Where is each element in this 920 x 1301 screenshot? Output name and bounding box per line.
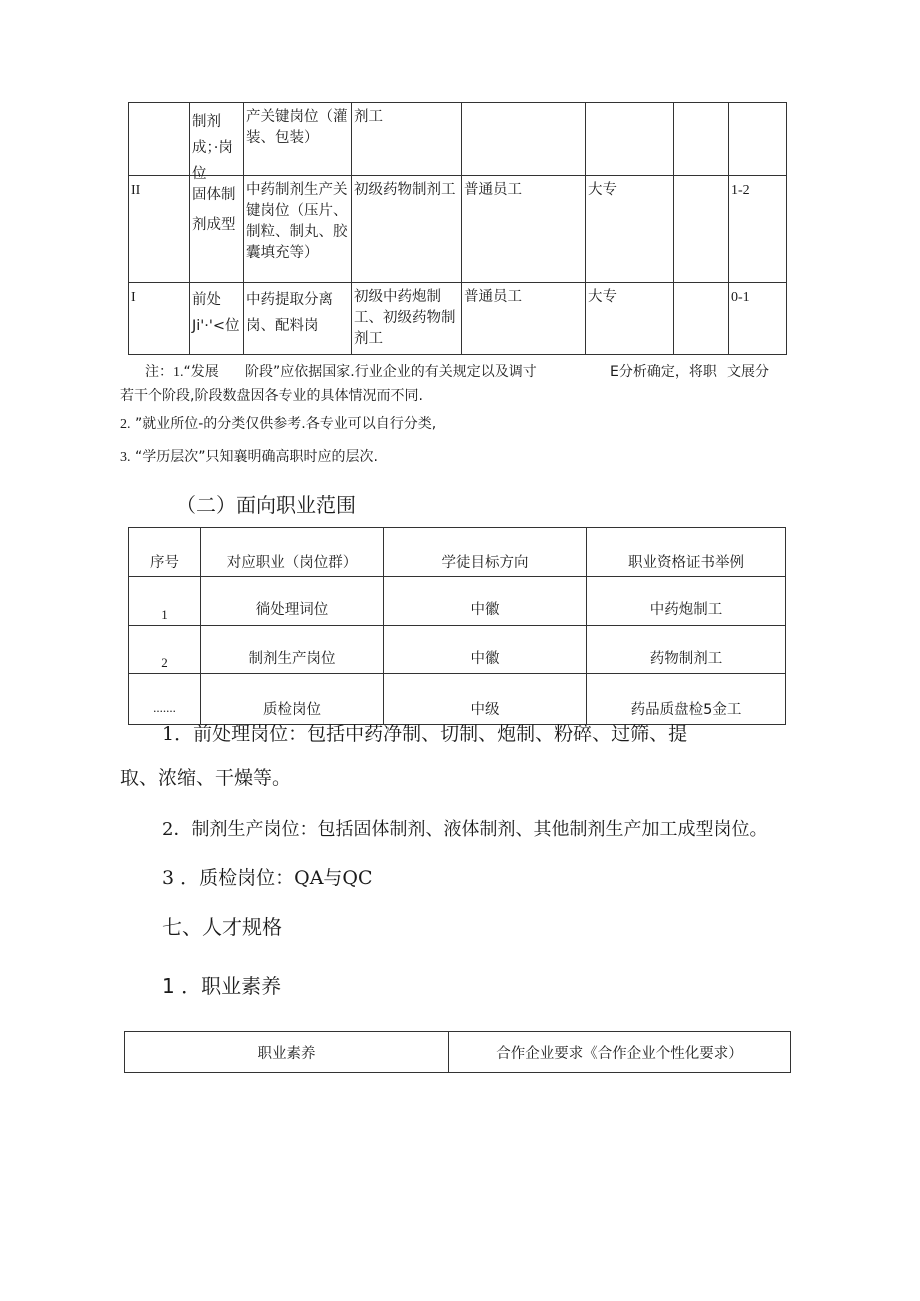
table-row (129, 176, 787, 283)
title-cell: 普通员工 (462, 283, 586, 355)
paragraph-2: 2．制剂生产岗位：包括固体制剂、液体制剂、其他制剂生产加工成型岗位。 (162, 819, 768, 840)
field-cell: 前处Ji'·'<位 (190, 283, 244, 355)
note-1-fragment-c: E分析确定，将职 (610, 364, 717, 380)
education-cell: 大专 (586, 176, 674, 283)
certificate-cell: 初级药物制剂工 (352, 176, 462, 283)
stage-level-cell: I (129, 283, 190, 355)
row-index: ....... (129, 674, 201, 725)
row-direction: 中徽 (384, 626, 587, 674)
header-direction: 学徒目标方向 (384, 528, 587, 577)
row-index: 1 (129, 577, 201, 626)
row-certificate: 药物制剂工 (587, 626, 786, 674)
education-cell (586, 103, 674, 176)
note-1-line-2: 若干个阶段,阶段数盘因各专业的具体情况而不同. (120, 388, 423, 404)
table-row (129, 283, 787, 355)
row-certificate: 中药炮制工 (587, 577, 786, 626)
row-index: 2 (129, 626, 201, 674)
table-row (129, 577, 786, 626)
field-cell: 固体制剂成型 (190, 176, 244, 283)
row-direction: 中徽 (384, 577, 587, 626)
note-2: 2. ”就业所位-的分类仅供参考.各专业可以自行分类, (120, 416, 437, 432)
extra-cell (674, 283, 729, 355)
paragraph-1-line-2: 取、浓缩、干燥等。 (120, 767, 292, 789)
table-header-row (125, 1032, 791, 1073)
row-occupation: 徜处理词位 (201, 577, 384, 626)
paragraph-3: 3 ．质检岗位：QA与QC (162, 867, 373, 889)
section-heading-scope: （二）面向职业范围 (176, 493, 356, 517)
header-occupation: 对应职业（岗位群） (201, 528, 384, 577)
note-1-fragment-b: 阶段”应依据国家.行业企业的有关规定以及调寸 (245, 364, 537, 380)
note-1-fragment-d: 文展分 (727, 364, 769, 380)
positions-cell: 中药制剂生产关键岗位（压片、制粒、制丸、胶囊填充等） (244, 176, 352, 283)
subsection-heading-literacy: 1 ．职业素养 (162, 974, 282, 998)
paragraph-1-line-1: 1．前处理岗位：包括中药净制、切制、炮制、粉碎、过筛、提 (162, 723, 688, 745)
header-literacy: 职业素养 (125, 1032, 449, 1073)
header-enterprise-requirement: 合作企业要求《合作企业个性化要求） (449, 1032, 791, 1073)
count-cell: 1-2 (729, 176, 787, 283)
row-occupation: 质检岗位 (201, 674, 384, 725)
education-cell: 大专 (586, 283, 674, 355)
extra-cell (674, 103, 729, 176)
title-cell: 普通员工 (462, 176, 586, 283)
positions-cell: 中药提取分离岗、配料岗 (244, 283, 352, 355)
stage-level-cell: II (129, 176, 190, 283)
note-3: 3. “学历层次”只知襄明确高职时应的层次. (120, 449, 378, 465)
section-heading-talent: 七、人才规格 (162, 915, 282, 939)
occupation-scope-table (128, 527, 786, 725)
field-cell: 制剂成；·岗位 (190, 103, 244, 176)
positions-cell: 产关键岗位（灌装、包装） (244, 103, 352, 176)
development-stage-table (128, 102, 787, 355)
note-1-line-1: 注：1.“发展 (145, 364, 219, 380)
professional-literacy-table (124, 1031, 791, 1073)
header-certificate: 职业资格证书举例 (587, 528, 786, 577)
extra-cell (674, 176, 729, 283)
row-direction: 中级 (384, 674, 587, 725)
certificate-cell: 初级中药炮制工、初级药物制剂工 (352, 283, 462, 355)
table-row (129, 103, 787, 176)
title-cell (462, 103, 586, 176)
row-certificate: 药品质盘检5金工 (587, 674, 786, 725)
table-row (129, 626, 786, 674)
count-cell: 0-1 (729, 283, 787, 355)
count-cell (729, 103, 787, 176)
certificate-cell: 剂工 (352, 103, 462, 176)
stage-level-cell (129, 103, 190, 176)
table-header-row (129, 528, 786, 577)
row-occupation: 制剂生产岗位 (201, 626, 384, 674)
header-index: 序号 (129, 528, 201, 577)
table-row (129, 674, 786, 725)
